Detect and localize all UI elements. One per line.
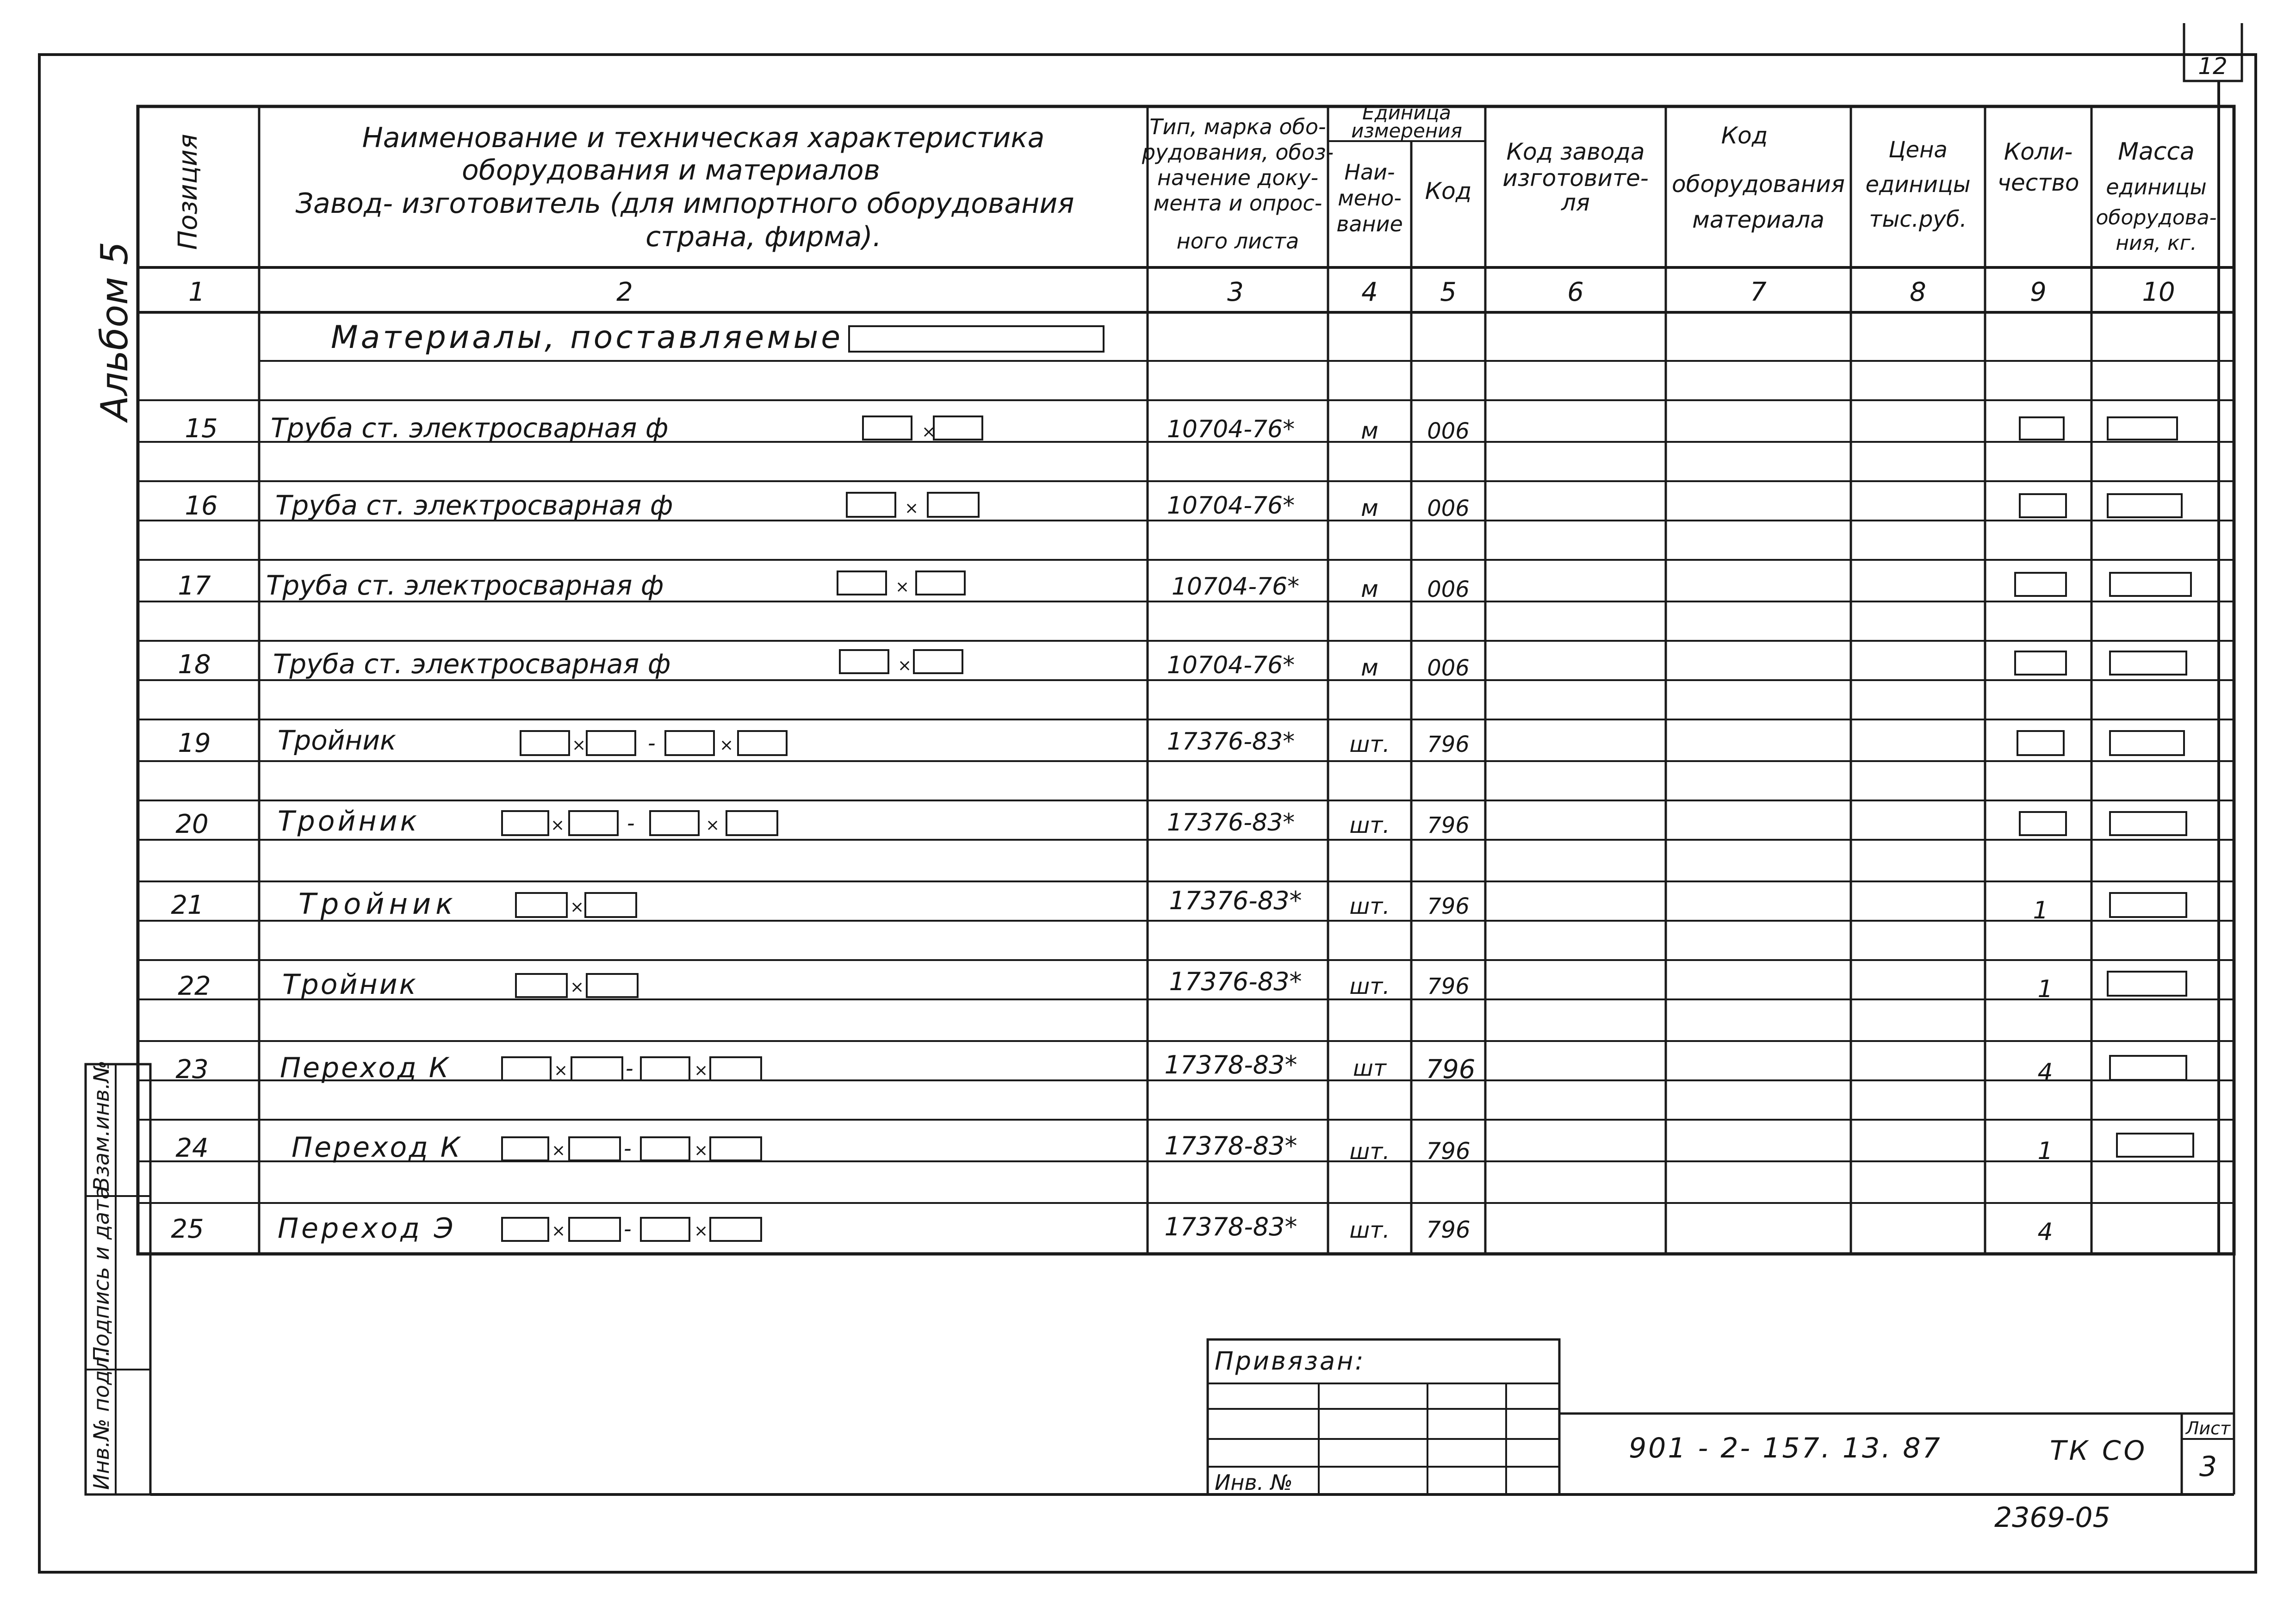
header-name-line-2: оборудования и материалов xyxy=(462,154,880,186)
header-unit-name-line-2: мено- xyxy=(1338,186,1402,211)
row-position: 18 xyxy=(178,650,211,680)
row-doc: 17378-83* xyxy=(1164,1131,1297,1160)
sheet-number: 3 xyxy=(2199,1451,2217,1483)
times-sign-icon: × xyxy=(551,816,565,835)
row-unit: м xyxy=(1361,417,1378,444)
row-name: Труба ст. электросварная ф xyxy=(266,570,664,601)
document-code: ТК СО xyxy=(2050,1435,2148,1466)
row-doc: 17376-83* xyxy=(1167,809,1295,837)
header-mass-line-3: оборудова- xyxy=(2096,206,2217,229)
row-position: 24 xyxy=(175,1133,209,1163)
times-sign-icon: × xyxy=(570,898,584,917)
row-code: 796 xyxy=(1427,893,1470,919)
archive-number: 2369-05 xyxy=(1994,1501,2110,1534)
row-unit: шт. xyxy=(1349,1217,1390,1243)
times-sign-icon: × xyxy=(720,736,734,755)
header-mass-line-2: единицы xyxy=(2106,174,2207,199)
times-sign-icon: × xyxy=(552,1221,566,1240)
row-name: Труба ст. электросварная ф xyxy=(271,412,669,444)
row-name: Труба ст. электросварная ф xyxy=(273,648,671,680)
row-doc: 17378-83* xyxy=(1164,1212,1297,1241)
dash-separator: - xyxy=(626,1056,633,1081)
header-price-line-1: Цена xyxy=(1888,137,1948,163)
row-code: 796 xyxy=(1427,812,1470,838)
row-code: 796 xyxy=(1427,732,1470,757)
header-name-line-4: страна, фирма). xyxy=(645,221,881,253)
row-name: Тройник xyxy=(278,805,420,837)
row-qty: 1 xyxy=(2033,897,2048,924)
album-label: Альбом 5 xyxy=(93,242,136,421)
dash-separator: - xyxy=(648,731,656,756)
times-sign-icon: × xyxy=(694,1221,708,1240)
header-equip-code-line-2: оборудования xyxy=(1672,171,1845,198)
times-sign-icon: × xyxy=(694,1061,708,1080)
header-unit-name-line-1: Наи- xyxy=(1344,160,1395,185)
header-mass-line-4: ния, кг. xyxy=(2116,231,2197,255)
header-qty-line-1: Коли- xyxy=(2004,138,2073,165)
header-equip-code-line-3: материала xyxy=(1692,206,1824,233)
row-unit: шт. xyxy=(1349,812,1390,838)
row-doc: 17376-83* xyxy=(1169,967,1302,996)
row-unit: м xyxy=(1361,654,1378,681)
header-unit-group-line-2: измерения xyxy=(1351,119,1462,142)
row-position: 16 xyxy=(185,491,218,521)
row-position: 22 xyxy=(178,971,211,1001)
column-number: 7 xyxy=(1750,277,1767,307)
side-stamp-original-inv: Инв.№ подл. xyxy=(89,1350,114,1490)
row-doc: 17376-83* xyxy=(1169,886,1302,915)
header-plant-code-line-2: изготовите- xyxy=(1502,165,1649,192)
row-qty: 4 xyxy=(2037,1218,2053,1246)
dash-separator: - xyxy=(627,811,635,836)
section-title: Материалы, поставляемые xyxy=(331,319,844,356)
page-number: 12 xyxy=(2198,53,2228,80)
column-number: 10 xyxy=(2142,277,2175,307)
row-name: Переход К xyxy=(280,1052,451,1084)
row-unit: шт xyxy=(1353,1055,1386,1081)
column-number: 6 xyxy=(1567,277,1584,307)
header-name-line-1: Наименование и техническая характеристика xyxy=(362,122,1045,154)
row-position: 25 xyxy=(171,1214,204,1244)
side-stamp-signature-date: Подпись и дата xyxy=(89,1186,114,1363)
row-unit: шт. xyxy=(1349,973,1390,999)
column-number: 9 xyxy=(2030,277,2047,307)
row-qty: 1 xyxy=(2037,1137,2053,1165)
times-sign-icon: × xyxy=(554,1061,568,1080)
side-stamp-replace-inv: Взам.инв.№ xyxy=(89,1060,114,1191)
dash-separator: - xyxy=(624,1136,632,1161)
attached-label: Привязан: xyxy=(1215,1346,1365,1376)
times-sign-icon: × xyxy=(922,422,936,441)
row-name: Труба ст. электросварная ф xyxy=(275,490,673,521)
times-sign-icon: × xyxy=(895,577,910,596)
header-plant-code-line-3: ля xyxy=(1561,189,1590,216)
header-price-line-2: единицы xyxy=(1865,172,1971,198)
column-number: 1 xyxy=(188,277,205,307)
header-name-line-3: Завод- изготовитель (для импортного оборудования xyxy=(295,187,1074,220)
row-position: 20 xyxy=(175,809,209,839)
row-unit: шт. xyxy=(1349,1139,1390,1165)
row-unit: м xyxy=(1361,495,1378,521)
times-sign-icon: × xyxy=(905,499,919,518)
header-unit-group-line-1: Единица xyxy=(1362,101,1451,124)
header-price-line-3: тыс.руб. xyxy=(1869,206,1967,232)
row-doc: 10704-76* xyxy=(1167,415,1295,443)
times-sign-icon: × xyxy=(552,1141,566,1160)
row-name: Тройник xyxy=(278,725,397,756)
row-code: 796 xyxy=(1426,1138,1471,1165)
header-type-line-5: ного листа xyxy=(1176,229,1299,254)
row-position: 15 xyxy=(185,414,218,444)
row-code: 796 xyxy=(1426,1054,1476,1085)
row-code: 006 xyxy=(1427,655,1470,681)
sheet-label: Лист xyxy=(2185,1418,2231,1438)
header-type-line-1: Тип, марка обо- xyxy=(1149,114,1326,139)
row-qty: 1 xyxy=(2037,975,2053,1003)
times-sign-icon: × xyxy=(706,816,720,835)
header-qty-line-2: чество xyxy=(1997,169,2079,196)
row-unit: шт. xyxy=(1349,732,1390,757)
column-number: 2 xyxy=(616,277,633,307)
row-code: 006 xyxy=(1427,577,1470,602)
times-sign-icon: × xyxy=(898,656,912,675)
row-code: 006 xyxy=(1427,418,1470,444)
header-type-line-2: рудования, обоз- xyxy=(1142,140,1334,165)
header-position: Позиция xyxy=(173,134,203,250)
header-type-line-3: начение доку- xyxy=(1157,165,1319,190)
row-name: Переход Э xyxy=(278,1212,456,1245)
times-sign-icon: × xyxy=(572,736,586,755)
column-number: 4 xyxy=(1361,277,1378,307)
row-position: 21 xyxy=(171,890,204,920)
times-sign-icon: × xyxy=(694,1141,708,1160)
inventory-number-label: Инв. № xyxy=(1215,1470,1293,1495)
row-unit: м xyxy=(1361,576,1378,602)
row-name: Переход К xyxy=(292,1131,462,1164)
row-qty: 4 xyxy=(2037,1059,2053,1086)
row-doc: 10704-76* xyxy=(1171,573,1300,601)
row-name: Тройник xyxy=(282,968,418,1001)
row-unit: шт. xyxy=(1349,893,1390,919)
column-number: 3 xyxy=(1227,277,1244,307)
row-code: 796 xyxy=(1427,973,1470,999)
row-position: 19 xyxy=(178,728,211,758)
row-code: 006 xyxy=(1427,496,1470,521)
header-plant-code-line-1: Код завода xyxy=(1506,138,1645,165)
row-position: 17 xyxy=(178,571,211,601)
row-doc: 17376-83* xyxy=(1167,728,1295,756)
row-doc: 10704-76* xyxy=(1167,492,1295,520)
row-doc: 10704-76* xyxy=(1167,651,1295,679)
header-equip-code-line-1: Код xyxy=(1721,122,1768,149)
header-type-line-4: мента и опрос- xyxy=(1153,191,1322,216)
document-designation: 901 - 2- 157. 13. 87 xyxy=(1629,1432,1942,1464)
dash-separator: - xyxy=(624,1216,632,1241)
header-mass-line-1: Масса xyxy=(2118,138,2195,166)
times-sign-icon: × xyxy=(570,978,584,997)
row-doc: 17378-83* xyxy=(1164,1050,1297,1079)
column-number: 5 xyxy=(1440,277,1457,307)
row-position: 23 xyxy=(175,1054,209,1085)
header-unit-code: Код xyxy=(1425,178,1472,205)
header-unit-name-line-3: вание xyxy=(1336,211,1403,236)
row-code: 796 xyxy=(1426,1216,1471,1243)
column-number: 8 xyxy=(1910,277,1926,307)
row-name: Тройник xyxy=(298,887,458,921)
